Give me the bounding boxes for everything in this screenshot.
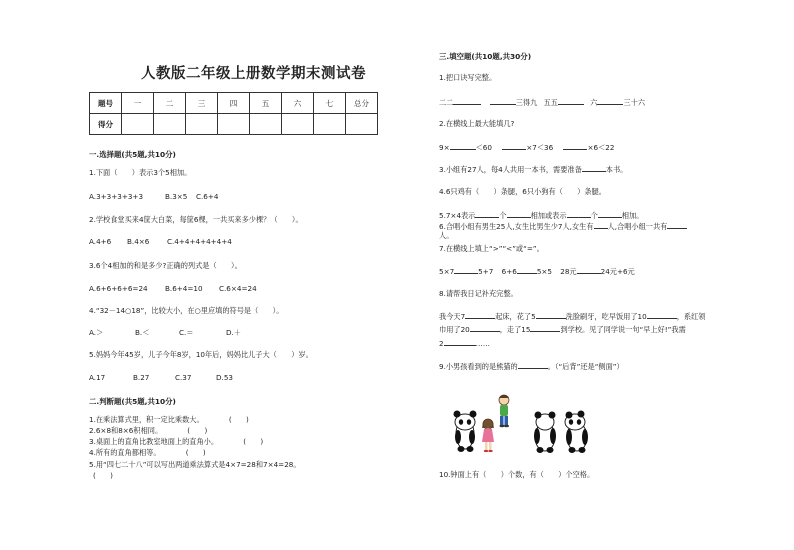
s2-item-1: 1.在乘法算式里，积一定比乘数大。 ( ): [89, 415, 249, 424]
blank[interactable]: [475, 210, 499, 218]
s3-q3-tail: 本书。: [605, 165, 628, 174]
s1-q3-option-a[interactable]: A.6+6+6+6=24: [89, 284, 148, 293]
s1-q5-option-c[interactable]: C.37: [175, 373, 192, 382]
score-table: [89, 92, 378, 135]
s3-q6-a: 6.合唱小组有男生25人,女生比男生少7人,女生有: [439, 222, 594, 231]
score-cell[interactable]: [314, 114, 346, 135]
blank[interactable]: [577, 266, 601, 274]
s1-q4-option-b[interactable]: B.＜: [135, 328, 150, 337]
s3-q5-b: 个: [499, 211, 507, 220]
score-cell[interactable]: [346, 114, 378, 135]
panda-back-icon: [534, 412, 556, 454]
s2-item-5: 5.用“四七二十八”可以写出两道乘法算式是4×7=28和7×4=28。: [89, 460, 301, 469]
score-header-cell: 一: [122, 93, 154, 114]
s3-q7-e: 28元: [560, 267, 577, 276]
s1-q2-option-a[interactable]: A.4+6: [89, 237, 112, 246]
s1-q1-option-b[interactable]: B.3×5: [165, 192, 188, 201]
s3-q9-stem: 9.小男孩看到的是熊猫的: [439, 362, 518, 371]
score-cell[interactable]: [154, 114, 186, 135]
score-header-cell: 总分: [346, 93, 378, 114]
s3-q3-stem: 3.小组有27人，每4人共用一本书，需要准备: [439, 165, 582, 174]
s3-q1-a: 二二: [439, 98, 454, 107]
blank[interactable]: [597, 97, 623, 105]
blank[interactable]: [444, 338, 476, 346]
s3-q2-c: ×7＜36: [526, 143, 554, 152]
blank[interactable]: [453, 97, 481, 105]
score-header-cell: 二: [154, 93, 186, 114]
s2-item-4: 4.所有的直角都相等。 ( ): [89, 448, 206, 457]
score-cell[interactable]: [282, 114, 314, 135]
s1-q3-option-c[interactable]: C.6×4=24: [219, 284, 257, 293]
s3-q8-f: ，走了15: [499, 325, 531, 334]
s1-q2-option-b[interactable]: B.4×6: [127, 237, 150, 246]
s3-q8-a: 我今天7: [439, 312, 466, 321]
blank[interactable]: [490, 97, 516, 105]
blank[interactable]: [667, 221, 687, 229]
s3-q1-line: [439, 97, 645, 107]
s1-q3-option-b[interactable]: B.6+4=10: [165, 284, 203, 293]
blank[interactable]: [563, 142, 587, 150]
s3-q9: [439, 361, 624, 371]
blank[interactable]: [450, 142, 476, 150]
s1-q4-option-d[interactable]: D.＋: [226, 328, 242, 337]
s3-q8-line3: [439, 338, 490, 348]
s3-q1-e: 三十六: [623, 98, 646, 107]
blank[interactable]: [530, 324, 560, 332]
s3-q8-g: 到学校。见了同学说一句“早上好!”我需: [560, 325, 686, 334]
score-cell[interactable]: [218, 114, 250, 135]
blank[interactable]: [598, 210, 622, 218]
section1-heading: 一.选择题(共5题,共10分): [89, 150, 176, 159]
s2-item-2: 2.6×8和8×6积相同。 ( ): [89, 426, 208, 435]
blank[interactable]: [502, 142, 526, 150]
s1-q2-option-c[interactable]: C.4+4+4+4+4+4: [167, 237, 232, 246]
s3-q4: 4.6只鸡有（ ）条腿，6只小狗有（ ）条腿。: [439, 187, 606, 196]
s1-q2-stem: 2.学校食堂买来4筐大白菜，每筐6棵，一共买来多少棵？（ ）。: [89, 215, 303, 224]
s3-q10: 10.钟面上有（ ）个数，有（ ）个空格。: [439, 470, 595, 479]
s3-q6-b: 人,合唱小组一共有: [607, 222, 668, 231]
s3-q7-c: 6+6: [501, 267, 517, 276]
panda-left-icon: [454, 411, 477, 453]
score-header-cell: 七: [314, 93, 346, 114]
score-header-cell: 四: [218, 93, 250, 114]
s1-q3-stem: 3.6个4相加的和是多少?正确的列式是（ ）。: [89, 261, 242, 270]
score-header-cell: 五: [250, 93, 282, 114]
s3-q5-e: 相加。: [621, 211, 644, 220]
s1-q4-stem: 4.“32－14○18”，比较大小，在○里应填的符号是（ ）。: [89, 306, 284, 315]
score-header-cell: 六: [282, 93, 314, 114]
blank[interactable]: [454, 266, 478, 274]
blank[interactable]: [517, 266, 537, 274]
s3-q5-a: 5.7×4表示: [439, 211, 476, 220]
s3-q6: [439, 221, 687, 231]
blank[interactable]: [567, 210, 591, 218]
s3-q8-i: ……: [475, 339, 490, 348]
blank[interactable]: [507, 210, 531, 218]
s3-q1: 1.把口诀写完整。: [439, 73, 497, 82]
s3-q1-c: 五五: [543, 98, 558, 107]
s3-q8-b: 起床，花了5: [495, 312, 536, 321]
s3-q2-d: ×6＜22: [587, 143, 615, 152]
blank[interactable]: [594, 221, 608, 229]
s3-q8-line1: [439, 311, 705, 321]
section3-heading: 三.填空题(共10题,共30分): [439, 52, 532, 61]
score-header-cell: 三: [186, 93, 218, 114]
blank[interactable]: [518, 361, 548, 369]
s1-q1-option-c[interactable]: C.6+4: [196, 192, 219, 201]
s3-q7-a: 5×7: [439, 267, 455, 276]
s1-q4-option-c[interactable]: C.＝: [179, 328, 194, 337]
score-cell[interactable]: [122, 114, 154, 135]
s3-q3: [439, 164, 627, 174]
blank[interactable]: [536, 311, 566, 319]
blank[interactable]: [558, 97, 584, 105]
s1-q1-option-a[interactable]: A.3+3+3+3+3: [89, 192, 144, 201]
panda-illustration: [450, 392, 600, 462]
page-title: 人教版二年级上册数学期末测试卷: [141, 65, 366, 82]
score-cell[interactable]: [250, 114, 282, 135]
s1-q5-option-d[interactable]: D.53: [216, 373, 233, 382]
s3-q7: 7.在横线上填上“>”“<”或“=”。: [439, 244, 544, 253]
s3-q5: [439, 210, 643, 220]
s3-q8-e: 巾用了20: [439, 325, 470, 334]
s1-q5-option-a[interactable]: A.17: [89, 373, 106, 382]
s3-q9-tail: 。（“后背”还是“侧面”）: [547, 362, 624, 371]
s3-q2-line: [439, 142, 614, 152]
s3-q5-d: 个: [590, 211, 598, 220]
s3-q8: 8.请帮我日记补充完整。: [439, 289, 518, 298]
s3-q8-h: 2: [439, 339, 444, 348]
blank[interactable]: [582, 164, 606, 172]
boy-icon: [499, 395, 509, 427]
blank[interactable]: [647, 311, 677, 319]
s3-q8-d: ，系红领: [676, 312, 706, 321]
s1-q5-option-b[interactable]: B.27: [133, 373, 150, 382]
section2-heading: 二.判断题(共5题,共10分): [89, 397, 176, 406]
score-header-cell: 题号: [90, 93, 122, 114]
s2-item-5-bracket: ( ): [93, 471, 113, 480]
s3-q2-b: ＜60: [475, 143, 492, 152]
s3-q8-line2: [439, 324, 686, 334]
s1-q5-stem: 5.妈妈今年45岁，儿子今年8岁，10年后，妈妈比儿子大（ ）岁。: [89, 350, 313, 359]
s3-q6-tail: 人。: [439, 231, 454, 240]
s3-q7-line: [439, 266, 635, 276]
s3-q1-d: 六: [590, 98, 598, 107]
s3-q7-f: 24元+6元: [600, 267, 635, 276]
score-table-score-row: [90, 114, 378, 135]
s3-q2: 2.在横线上最大能填几?: [439, 119, 515, 128]
s3-q2-a: 9×: [439, 143, 450, 152]
s3-q8-c: 洗脸刷牙，吃早饭用了10: [565, 312, 647, 321]
s1-q4-option-a[interactable]: A.＞: [89, 328, 104, 337]
score-table-header-row: [90, 93, 378, 114]
s3-q1-b: 三得九: [515, 98, 538, 107]
score-cell[interactable]: [186, 114, 218, 135]
s1-q1-stem: 1.下面（ ）表示3个5相加。: [89, 168, 192, 177]
blank[interactable]: [470, 324, 500, 332]
s3-q7-b: 5+7: [478, 267, 494, 276]
s3-q7-d: 5×5: [536, 267, 552, 276]
score-row-label: 得分: [90, 114, 122, 135]
panda-side-icon: [565, 411, 588, 454]
blank[interactable]: [465, 311, 495, 319]
s2-item-3: 3.桌面上的直角比教室地面上的直角小。 ( ): [89, 437, 264, 446]
s3-q5-c: 相加或表示: [530, 211, 567, 220]
girl-icon: [482, 419, 494, 452]
